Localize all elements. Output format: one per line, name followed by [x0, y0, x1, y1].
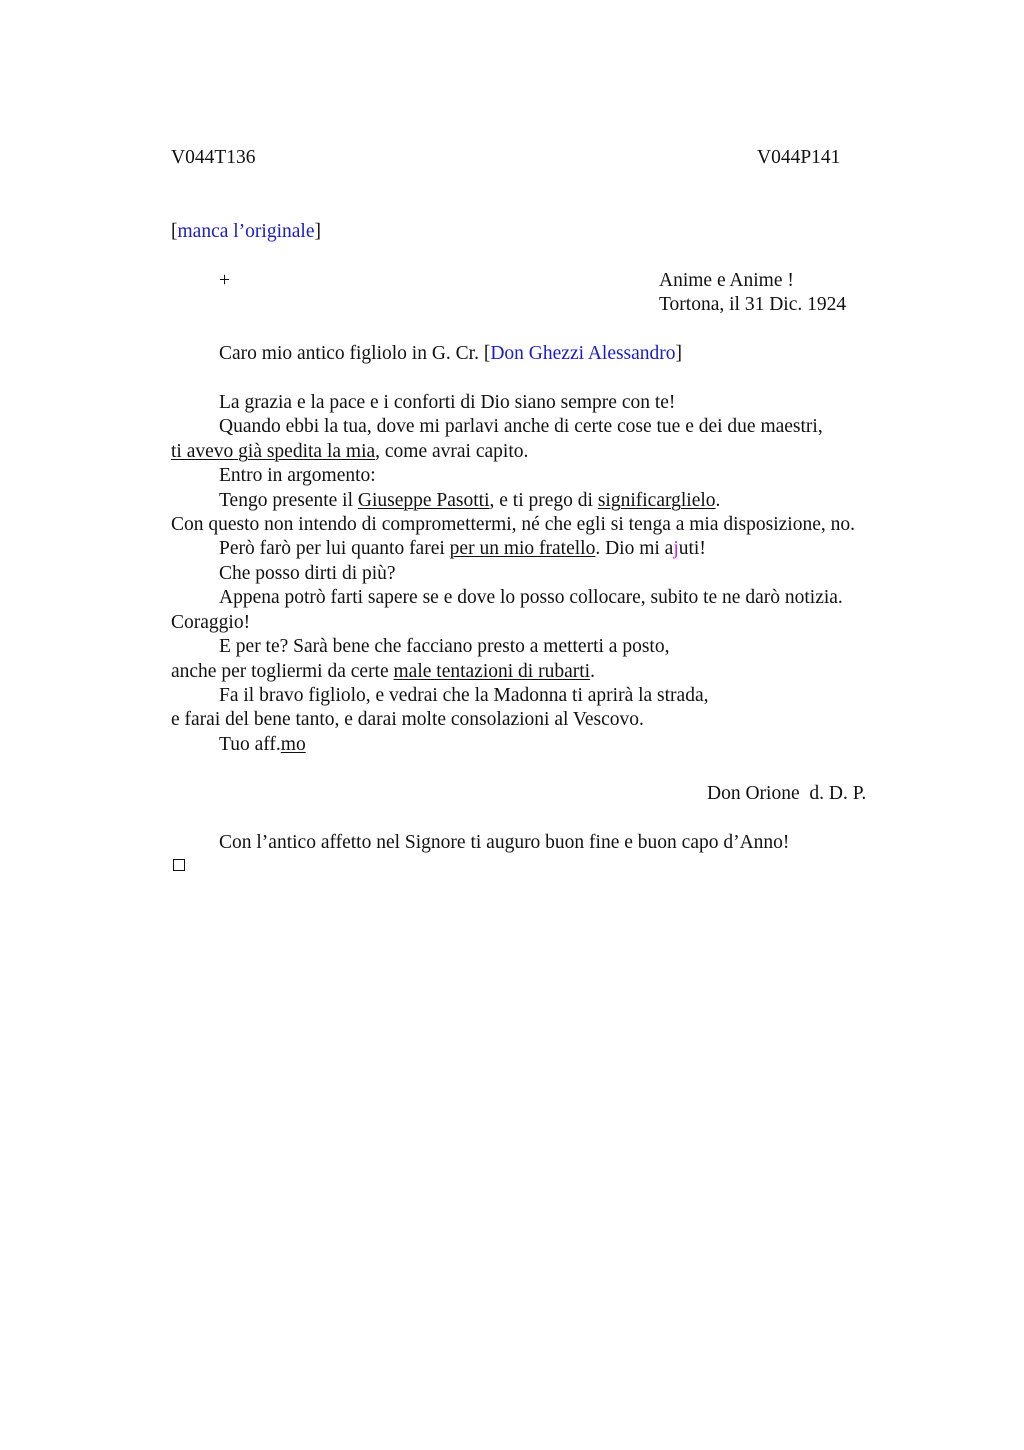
body-text: . Dio mi a	[595, 538, 674, 559]
underlined-abbrev: mo	[280, 734, 306, 755]
body-line-6: Con questo non intendo di compromettermi, né che egli si tenga a mia disposizione, no.	[171, 514, 855, 535]
motto: Anime e Anime !	[659, 270, 794, 291]
body-line-8: Che posso dirti di più?	[219, 563, 396, 584]
body-line-7	[219, 537, 706, 561]
place-date: Tortona, il 31 Dic. 1924	[659, 294, 847, 315]
body-text: .	[590, 661, 595, 682]
body-line-11: E per te? Sarà bene che facciano presto a metterti a posto,	[219, 636, 670, 657]
signature: Don Orione d. D. P.	[707, 783, 867, 804]
salutation	[219, 342, 682, 366]
body-text: .	[715, 490, 721, 511]
body-text: uti!	[678, 538, 706, 559]
salutation-text: Caro mio antico figliolo in G. Cr. [	[219, 343, 491, 364]
body-text: Tuo aff.	[219, 734, 281, 755]
body-text: Tengo presente il	[219, 490, 358, 511]
empty-square-icon	[173, 859, 185, 871]
note-text: manca l’originale	[177, 221, 315, 242]
body-line-13: Fa il bravo figliolo, e vedrai che la Madonna ti aprirà la strada,	[219, 685, 709, 706]
body-line-4: Entro in argomento:	[219, 465, 376, 486]
highlighted-letter: j	[673, 538, 679, 559]
note-open-bracket: [	[171, 221, 178, 242]
recipient-name: Don Ghezzi Alessandro	[490, 343, 676, 364]
document-code-left: V044T136	[171, 147, 256, 168]
body-line-12	[171, 660, 595, 684]
body-text: , come avrai capito.	[375, 441, 529, 462]
underlined-phrase: ti avevo già spedita la mia	[171, 441, 376, 462]
underlined-name: Giuseppe Pasotti	[357, 490, 490, 511]
editorial-note	[171, 220, 321, 244]
document-code-right: V044P141	[757, 147, 841, 168]
body-text: , e ti prego di	[489, 490, 598, 511]
cross-mark: +	[219, 270, 230, 291]
underlined-phrase: per un mio fratello	[449, 538, 596, 559]
body-line-1: La grazia e la pace e i conforti di Dio siano sempre con te!	[219, 392, 676, 413]
closing	[219, 733, 306, 757]
body-line-2: Quando ebbi la tua, dove mi parlavi anche di certe cose tue e dei due maestri,	[219, 416, 823, 437]
body-text: Però farò per lui quanto farei	[219, 538, 450, 559]
postscript: Con l’antico affetto nel Signore ti auguro buon fine e buon capo d’Anno!	[219, 832, 790, 853]
body-line-3	[171, 440, 528, 464]
body-line-5	[219, 489, 720, 513]
body-line-10: Coraggio!	[171, 612, 251, 633]
body-text: anche per togliermi da certe	[171, 661, 394, 682]
note-close-bracket: ]	[314, 221, 321, 242]
salutation-close-bracket: ]	[675, 343, 683, 364]
underlined-phrase: male tentazioni di rubarti	[393, 661, 591, 682]
body-line-14: e farai del bene tanto, e darai molte consolazioni al Vescovo.	[171, 709, 644, 730]
body-line-9: Appena potrò farti sapere se e dove lo posso collocare, subito te ne darò notizia.	[219, 587, 843, 608]
underlined-phrase: significarglielo	[597, 490, 716, 511]
